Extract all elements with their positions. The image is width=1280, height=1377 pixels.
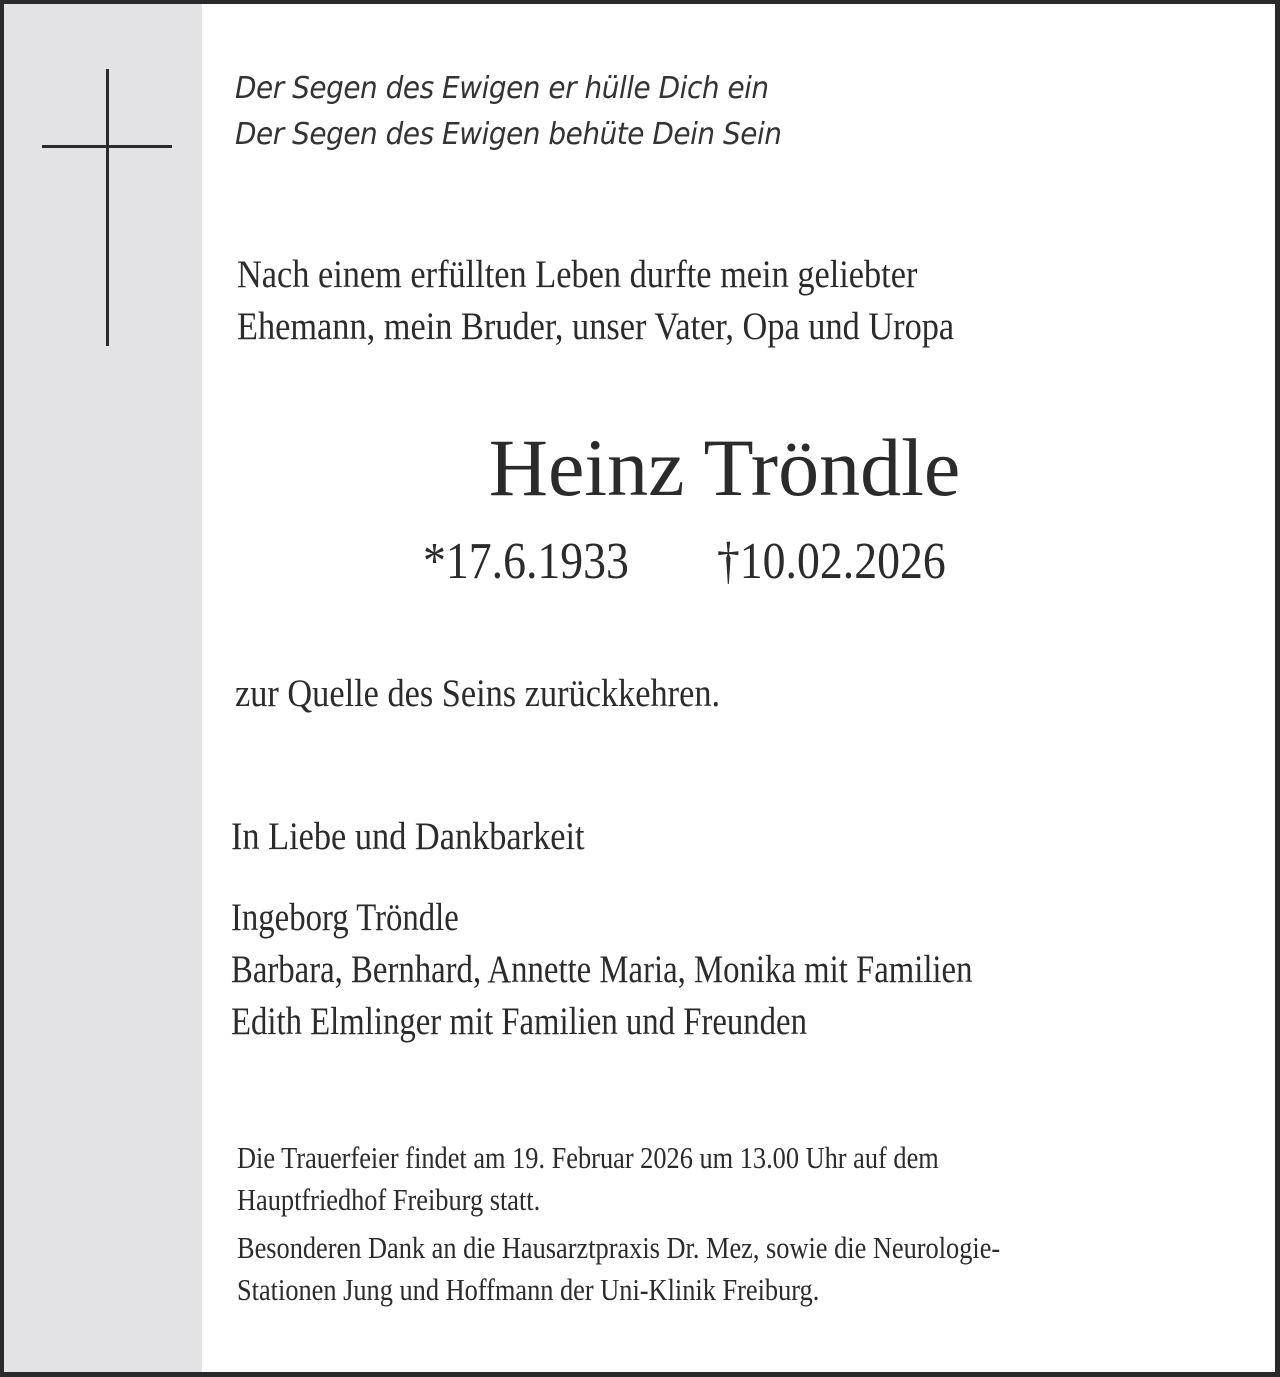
mourner: Barbara, Bernhard, Annette Maria, Monika mit Familien: [231, 948, 973, 991]
intro-text: [237, 249, 954, 353]
thanks-line: Stationen Jung und Hoffmann der Uni-Klinik Freiburg.: [237, 1272, 820, 1307]
funeral-info-line: Die Trauerfeier findet am 19. Februar 2026 um 13.00 Uhr auf dem: [237, 1140, 939, 1175]
thanks-note: [237, 1227, 1000, 1311]
motto-line: Der Segen des Ewigen behüte Dein Sein: [235, 117, 782, 152]
dedication: In Liebe und Dankbarkeit: [231, 815, 585, 858]
birth-date: *17.6.1933: [423, 533, 629, 590]
deceased-name: Heinz Tröndle: [488, 422, 961, 513]
life-dates: [423, 532, 946, 592]
blessing-motto: [235, 66, 781, 158]
thanks-line: Besonderen Dank an die Hausarztpraxis Dr. Mez, sowie die Neurologie-: [237, 1230, 1001, 1265]
obituary-frame: [4, 4, 1275, 1372]
intro-line: Ehemann, mein Bruder, unser Vater, Opa und Uropa: [237, 305, 955, 348]
mourner: Ingeborg Tröndle: [231, 896, 459, 939]
death-date: †10.02.2026: [716, 533, 946, 590]
notes-section: [237, 1137, 1000, 1317]
mourner: Edith Elmlinger mit Familien und Freunden: [231, 1000, 807, 1043]
closing-line: zur Quelle des Seins zurückkehren.: [235, 672, 721, 715]
obituary-content: [4, 4, 1275, 1372]
intro-line: Nach einem erfüllten Leben durfte mein geliebter: [237, 253, 918, 296]
mourners-list: [231, 892, 972, 1048]
funeral-info: [237, 1137, 1000, 1221]
funeral-info-line: Hauptfriedhof Freiburg statt.: [237, 1182, 541, 1217]
motto-line: Der Segen des Ewigen er hülle Dich ein: [235, 71, 769, 106]
